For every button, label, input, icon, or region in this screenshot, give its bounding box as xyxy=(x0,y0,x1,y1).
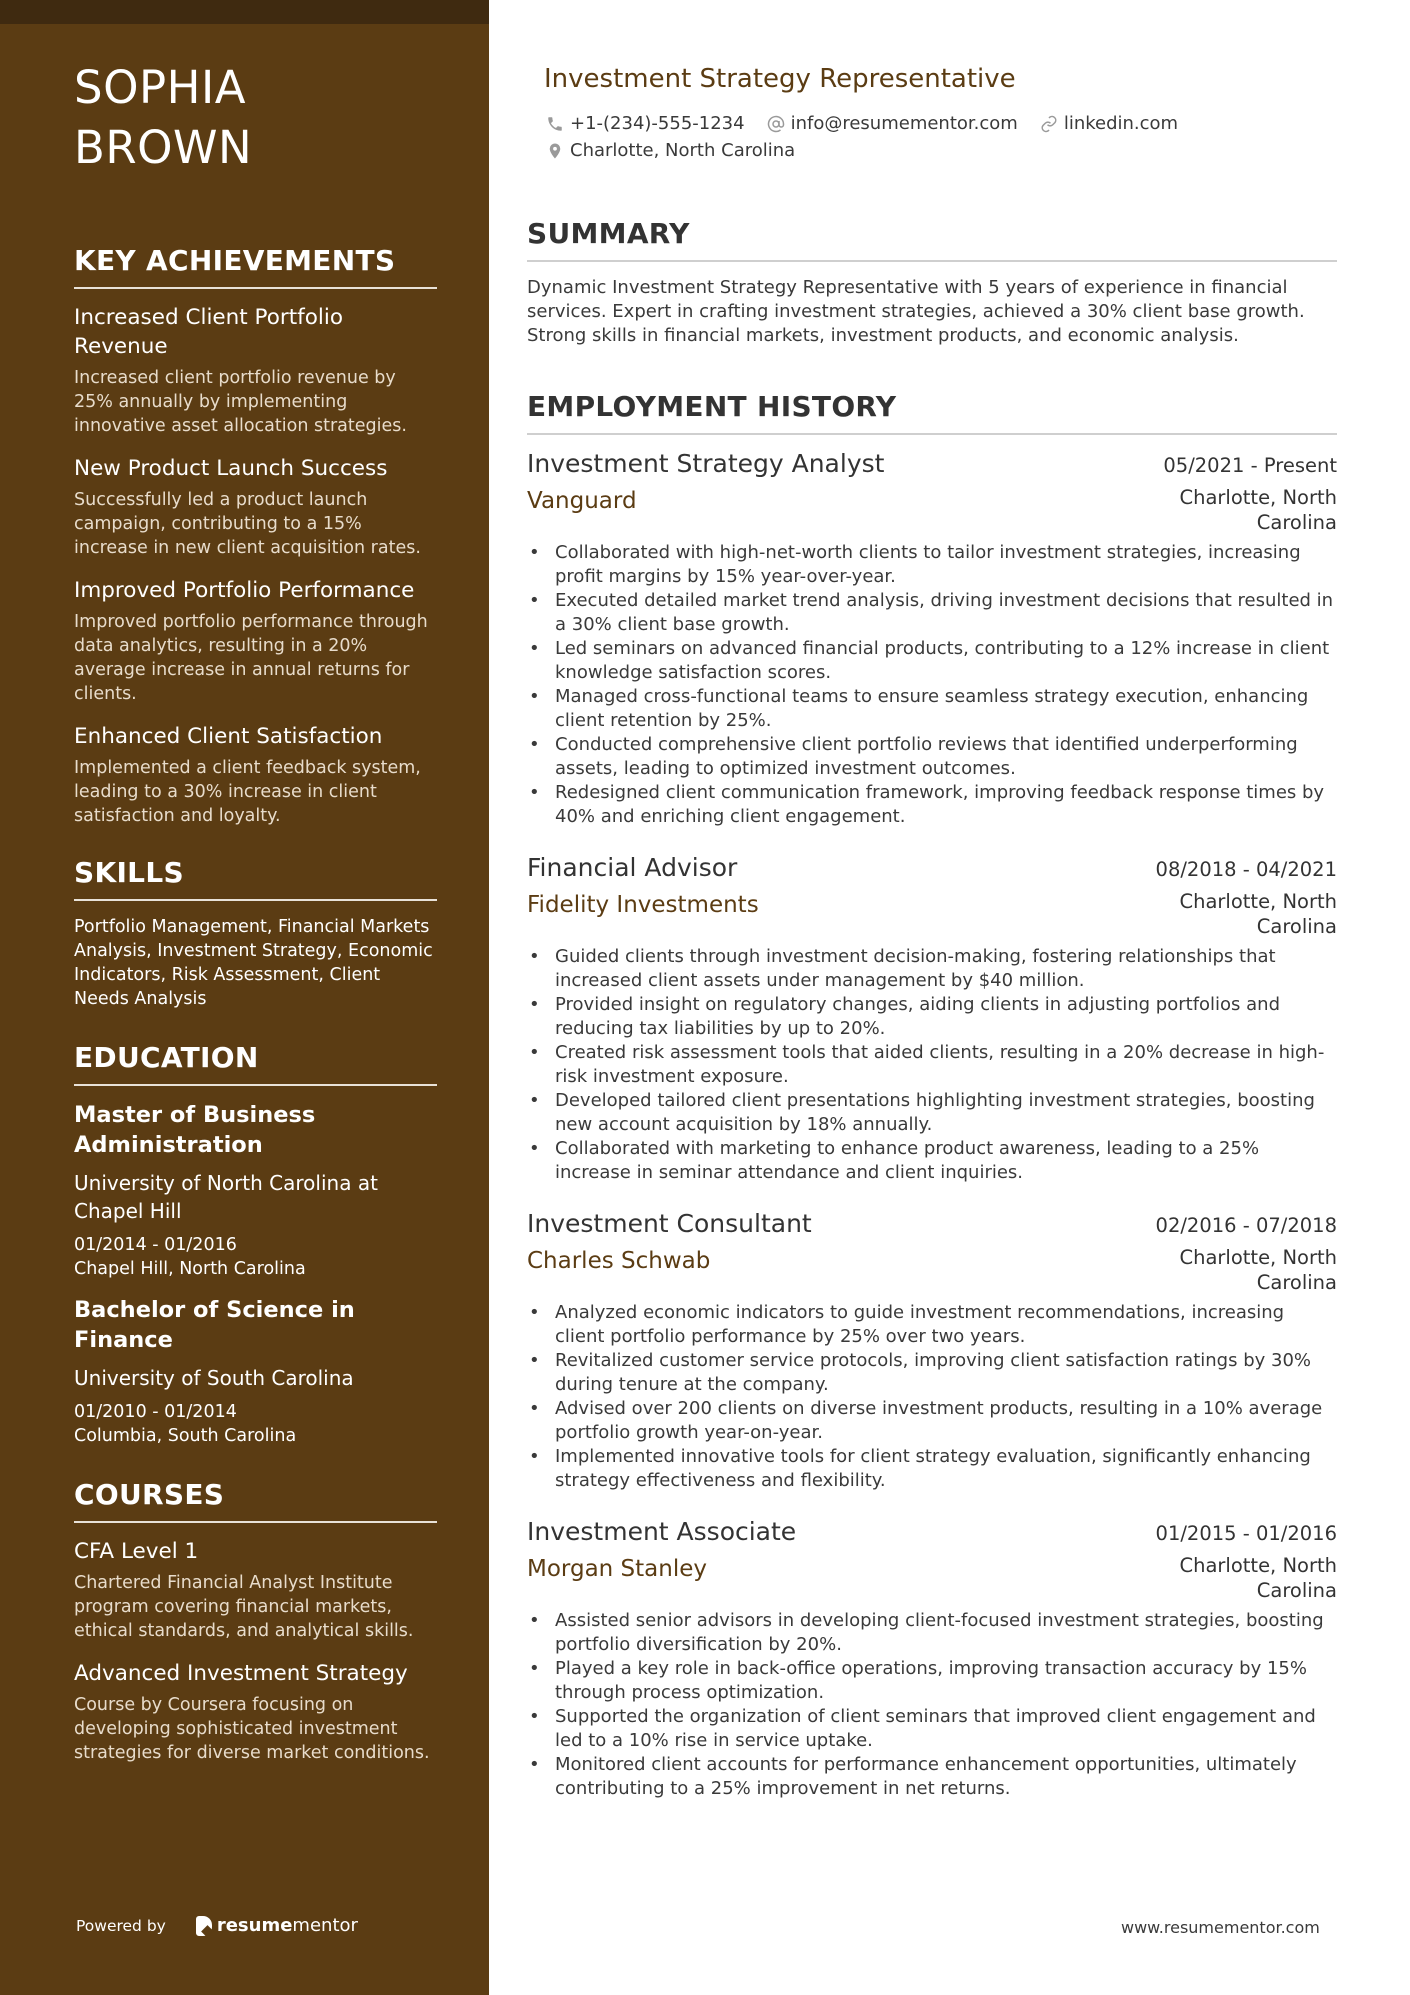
phone-text: +1-(234)-555-1234 xyxy=(570,113,745,134)
email-text: info@resumementor.com xyxy=(790,113,1018,134)
resumementor-logo-icon xyxy=(196,1916,212,1936)
bullet-item: • Conducted comprehensive client portfolio reviews that identified underperforming assets, leading to optimized investment outcomes. xyxy=(527,733,1337,781)
achievement-item xyxy=(74,576,437,706)
course-item xyxy=(74,1659,437,1765)
bullet-item: • Implemented innovative tools for client strategy evaluation, significantly enhancing strategy effectiveness and flexibility. xyxy=(527,1445,1337,1493)
bullet-item: • Played a key role in back-office operations, improving transaction accuracy by 15% through process optimization. xyxy=(527,1657,1337,1705)
achievement-title: Increased Client Portfolio Revenue xyxy=(74,305,343,359)
job-role: Investment Associate xyxy=(527,1517,797,1546)
bullet-item: • Monitored client accounts for performance enhancement opportunities, ultimately contributing to a 25% improvement in net returns. xyxy=(527,1753,1337,1801)
job-role: Investment Consultant xyxy=(527,1209,812,1238)
courses-heading: COURSES xyxy=(74,1478,437,1523)
education-item xyxy=(74,1100,437,1281)
bullet-item: • Executed detailed market trend analysis, driving investment decisions that resulted in a 30% client base growth. xyxy=(527,589,1337,637)
contact-row xyxy=(546,113,1178,134)
job-bullets xyxy=(527,1301,1337,1493)
sidebar-top-band xyxy=(0,0,489,24)
skills-section xyxy=(74,856,437,1011)
course-description: Chartered Financial Analyst Institute program covering financial markets, ethical standards, and analytical skills. xyxy=(74,1573,414,1641)
bullet-item: • Supported the organization of client seminars that improved client engagement and led to a 10% rise in service uptake. xyxy=(527,1705,1337,1753)
job-dates: 05/2021 - Present xyxy=(1163,454,1337,477)
bullet-item: • Analyzed economic indicators to guide investment recommendations, increasing client portfolio performance by 25% over two years. xyxy=(527,1301,1337,1349)
education-degree: Master of Business Administration xyxy=(74,1102,316,1158)
job-dates: 02/2016 - 07/2018 xyxy=(1155,1214,1337,1237)
achievement-description: Increased client portfolio revenue by 25% annually by implementing innovative asset allocation strategies. xyxy=(74,368,407,436)
summary-text: Dynamic Investment Strategy Representative with 5 years of experience in financial services. Expert in crafting investment strategies, achieved a 30% client base growth. Strong skills in financial markets, investment products, and economic analysis. xyxy=(527,277,1305,346)
course-description: Course by Coursera focusing on developing sophisticated investment strategies for diverse market conditions. xyxy=(74,1695,430,1763)
footer-website-link[interactable]: www.resumementor.com xyxy=(1121,1918,1320,1937)
bullet-item: • Collaborated with high-net-worth clients to tailor investment strategies, increasing profit margins by 15% year-over-year. xyxy=(527,541,1337,589)
education-school: University of North Carolina at Chapel Hill xyxy=(74,1171,378,1223)
job-company: Charles Schwab xyxy=(527,1248,711,1274)
brand-bold-text: resume xyxy=(216,1915,293,1936)
course-item xyxy=(74,1537,437,1643)
bullet-item: • Developed tailored client presentations highlighting investment strategies, boosting new account acquisition by 18% annually. xyxy=(527,1089,1337,1137)
location-text: Charlotte, North Carolina xyxy=(570,140,796,161)
location-pin-icon xyxy=(546,142,564,160)
linkedin-text: linkedin.com xyxy=(1063,113,1179,134)
job-bullets xyxy=(527,1609,1337,1801)
achievement-description: Successfully led a product launch campaign, contributing to a 15% increase in new client acquisition rates. xyxy=(74,490,421,558)
bullet-item: • Collaborated with marketing to enhance product awareness, leading to a 25% increase in seminar attendance and client inquiries. xyxy=(527,1137,1337,1185)
job-bullets xyxy=(527,541,1337,829)
achievement-title: Improved Portfolio Performance xyxy=(74,578,415,603)
employment-heading: EMPLOYMENT HISTORY xyxy=(527,390,1337,435)
job-company: Fidelity Investments xyxy=(527,892,759,918)
bullet-item: • Guided clients through investment decision-making, fostering relationships that increased client assets under management by $40 million. xyxy=(527,945,1337,993)
bullet-item: • Created risk assessment tools that aided clients, resulting in a 20% decrease in high-risk investment exposure. xyxy=(527,1041,1337,1089)
skills-list: Portfolio Management, Financial Markets Analysis, Investment Strategy, Economic Indicators, Risk Assessment, Client Needs Analysis xyxy=(74,917,433,1009)
skills-heading: SKILLS xyxy=(74,856,437,901)
achievement-description: Implemented a client feedback system, leading to a 30% increase in client satisfaction and loyalty. xyxy=(74,758,421,826)
link-icon xyxy=(1040,115,1058,133)
education-item xyxy=(74,1295,437,1448)
location-contact xyxy=(546,140,795,161)
job-dates: 08/2018 - 04/2021 xyxy=(1155,858,1337,881)
course-title: Advanced Investment Strategy xyxy=(74,1661,408,1686)
job-entry xyxy=(527,1515,1337,1801)
bullet-item: • Advised over 200 clients on diverse investment products, resulting in a 10% average portfolio growth year-on-year. xyxy=(527,1397,1337,1445)
job-entry xyxy=(527,851,1337,1185)
linkedin-contact[interactable] xyxy=(1040,113,1178,134)
phone-icon xyxy=(546,115,564,133)
brand-rest-text: mentor xyxy=(292,1915,358,1936)
education-school: University of South Carolina xyxy=(74,1366,354,1390)
summary-section xyxy=(527,217,1337,348)
email-contact[interactable] xyxy=(767,113,1018,134)
bullet-item: • Revitalized customer service protocols, improving client satisfaction ratings by 30% during tenure at the company. xyxy=(527,1349,1337,1397)
achievement-item xyxy=(74,722,437,828)
resumementor-logo[interactable] xyxy=(196,1915,358,1936)
job-company: Vanguard xyxy=(527,488,637,514)
at-sign-icon xyxy=(767,115,785,133)
target-job-title: Investment Strategy Representative xyxy=(544,64,1016,94)
education-dates: 01/2010 - 01/2014 xyxy=(74,1402,237,1422)
job-location: Charlotte, North Carolina xyxy=(1179,890,1337,938)
bullet-item: • Redesigned client communication framework, improving feedback response times by 40% and enriching client engagement. xyxy=(527,781,1337,829)
job-location: Charlotte, North Carolina xyxy=(1179,1554,1337,1602)
key-achievements-heading: KEY ACHIEVEMENTS xyxy=(74,244,437,289)
courses-section xyxy=(74,1478,437,1765)
achievement-item xyxy=(74,303,437,438)
candidate-name: SOPHIA BROWN xyxy=(74,61,253,174)
powered-by-footer xyxy=(76,1915,358,1936)
job-role: Financial Advisor xyxy=(527,853,738,882)
powered-by-label: Powered by xyxy=(76,1916,166,1935)
job-location: Charlotte, North Carolina xyxy=(1179,1246,1337,1294)
job-company: Morgan Stanley xyxy=(527,1556,707,1582)
education-section xyxy=(74,1041,437,1448)
location-row xyxy=(546,140,795,161)
key-achievements-section xyxy=(74,244,437,828)
job-entry xyxy=(527,447,1337,829)
job-location: Charlotte, North Carolina xyxy=(1179,486,1337,534)
achievement-item xyxy=(74,454,437,560)
education-heading: EDUCATION xyxy=(74,1041,437,1086)
job-bullets xyxy=(527,945,1337,1185)
achievement-title: New Product Launch Success xyxy=(74,456,388,481)
education-location: Chapel Hill, North Carolina xyxy=(74,1259,306,1279)
phone-contact[interactable] xyxy=(546,113,745,134)
job-dates: 01/2015 - 01/2016 xyxy=(1155,1522,1337,1545)
job-entry xyxy=(527,1207,1337,1493)
bullet-item: • Provided insight on regulatory changes, aiding clients in adjusting portfolios and reducing tax liabilities by up to 20%. xyxy=(527,993,1337,1041)
bullet-item: • Led seminars on advanced financial products, contributing to a 12% increase in client knowledge satisfaction scores. xyxy=(527,637,1337,685)
education-location: Columbia, South Carolina xyxy=(74,1426,297,1446)
bullet-item: • Managed cross-functional teams to ensure seamless strategy execution, enhancing client retention by 25%. xyxy=(527,685,1337,733)
education-degree: Bachelor of Science in Finance xyxy=(74,1297,355,1353)
bullet-item: • Assisted senior advisors in developing client-focused investment strategies, boosting portfolio diversification by 20%. xyxy=(527,1609,1337,1657)
sidebar xyxy=(0,0,489,1995)
employment-section xyxy=(527,390,1337,1801)
course-title: CFA Level 1 xyxy=(74,1539,199,1564)
achievement-title: Enhanced Client Satisfaction xyxy=(74,724,383,749)
job-role: Investment Strategy Analyst xyxy=(527,449,885,478)
achievement-description: Improved portfolio performance through data analytics, resulting in a 20% average increase in annual returns for clients. xyxy=(74,612,428,704)
summary-heading: SUMMARY xyxy=(527,217,1337,262)
education-dates: 01/2014 - 01/2016 xyxy=(74,1235,237,1255)
